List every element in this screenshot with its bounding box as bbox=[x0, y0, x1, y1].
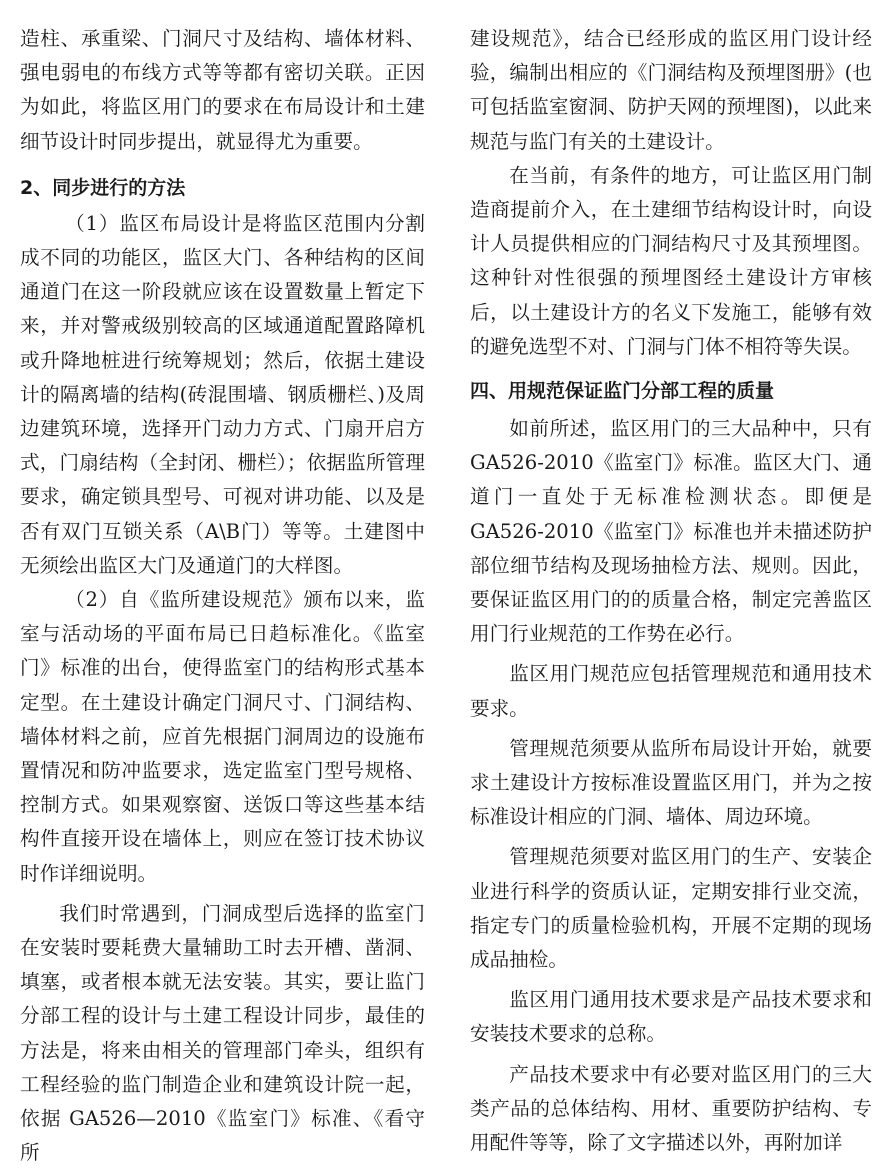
paragraph-method-1: （1）监区布局设计是将监区范围内分割成不同的功能区，监区大门、各种结构的区间通道门在这一阶段就应该在设置数量上暂定下来，并对警戒级别较高的区域通道配置路障机或升降地桩进行统筹规划；然后，依据土建设计的隔离墙的结构(砖混围墙、钢质栅栏、)及周边建筑环境，选择开门动力方式、门扇开启方式，门扇结构（全封闭、栅栏）；依据监所管理要求，确定锁具型号、可视对讲功能、以及是否有双门互锁关系（A\B门）等等。土建图中无须绘出监区大门及通道门的大样图。 bbox=[20, 211, 425, 577]
paragraph-tech-requirements: 监区用门通用技术要求是产品技术要求和安装技术要求的总称。 bbox=[470, 988, 872, 1046]
paragraph-norm-scope: 监区用门规范应包括管理规范和通用技术要求。 bbox=[470, 662, 872, 720]
paragraph-method-3: 我们时常遇到，门洞成型后选择的监室门在安装时要耗费大量辅助工时去开槽、凿洞、填塞，或者根本就无法安装。其实，要让监门分部工程的设计与土建工程设计同步，最佳的方法是，将来由相关的管理部门牵头，组织有工程经验的监门制造企业和建筑设计院一起，依据 GA526—2010《监室门》标准、《看守所 bbox=[20, 901, 425, 1165]
paragraph-management-1: 管理规范须要从监所布局设计开始，就要求土建设计方按标准设置监区用门，并为之按标准设计相应的门洞、墙体、周边环境。 bbox=[470, 736, 872, 829]
paragraph-management-2: 管理规范须要对监区用门的生产、安装企业进行科学的资质认证，定期安排行业交流，指定专门的质量检验机构，开展不定期的现场成品抽检。 bbox=[470, 845, 872, 972]
section-heading-4: 四、用规范保证监门分部工程的质量 bbox=[470, 380, 775, 403]
left-column bbox=[20, 22, 425, 1171]
right-column bbox=[470, 22, 872, 1160]
section-heading-2: 2、同步进行的方法 bbox=[20, 176, 186, 199]
paragraph-continued: 建设规范》，结合已经形成的监区用门设计经验，编制出相应的《门洞结构及预埋图册》(也可包括监室窗洞、防护天网的预埋图)，以此来规范与监门有关的土建设计。 bbox=[470, 27, 872, 153]
paragraph-standards: 如前所述，监区用门的三大品种中，只有GA526-2010《监室门》标准。监区大门、通道门一直处于无标准检测状态。即便是GA526-2010《监室门》标准也并未描述防护部位细节结构及现场抽检方法、规则。因此，要保证监区用门的的质量合格，制定完善监区用门行业规范的工作势在必行。 bbox=[470, 417, 872, 646]
paragraph-early-involvement: 在当前，有条件的地方，可让监区用门制造商提前介入，在土建细节结构设计时，向设计人员提供相应的门洞结构尺寸及其预埋图。这种针对性很强的预埋图经土建设计方审核后，以土建设计方的名义下发施工，能够有效的避免选型不对、门洞与门体不相符等失误。 bbox=[470, 163, 872, 358]
paragraph-intro: 造柱、承重梁、门洞尺寸及结构、墙体材料、强电弱电的布线方式等等都有密切关联。正因为如此，将监区用门的要求在布局设计和土建细节设计时同步提出，就显得尤为重要。 bbox=[20, 27, 425, 153]
paragraph-product-requirements: 产品技术要求中有必要对监区用门的三大类产品的总体结构、用材、重要防护结构、专用配件等等，除了文字描述以外，再附加详 bbox=[470, 1062, 872, 1155]
paragraph-method-2: （2）自《监所建设规范》颁布以来，监室与活动场的平面布局已日趋标准化。《监室门》标准的出台，使得监室门的结构形式基本定型。在土建设计确定门洞尺寸、门洞结构、墙体材料之前，应首先根据门洞周边的设施布置情况和防冲监要求，选定监室门型号规格、控制方式。如果观察窗、送饭口等这些基本结构件直接开设在墙体上，则应在签订技术协议时作详细说明。 bbox=[20, 588, 425, 885]
